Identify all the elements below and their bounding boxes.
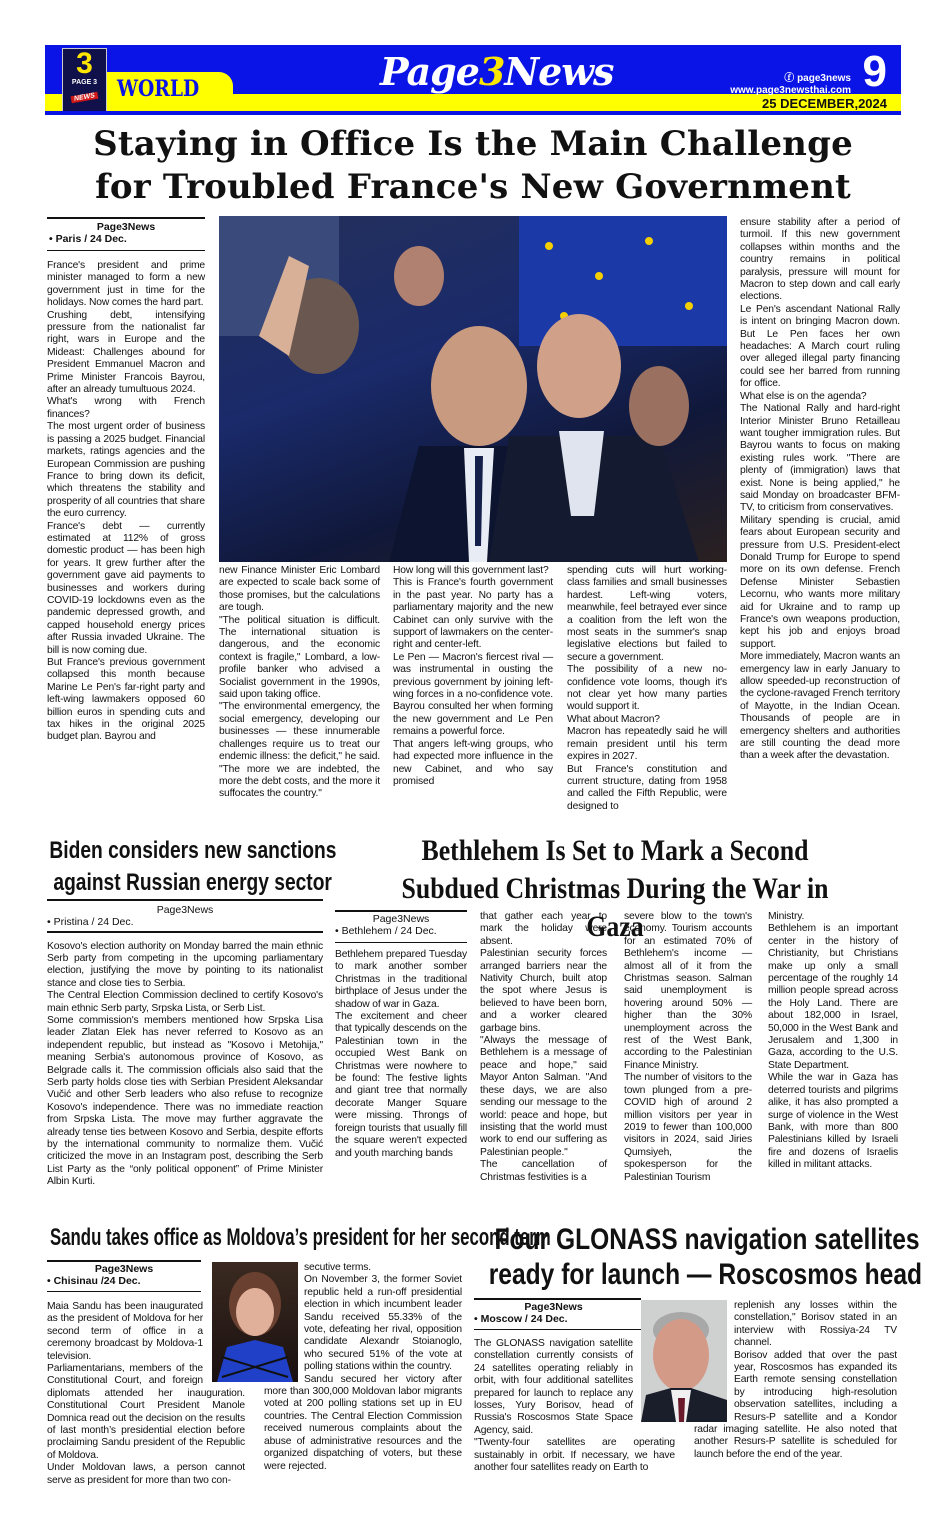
byline-source: Page3News: [96, 221, 156, 233]
byline-location: • Paris / 24 Dec.: [49, 233, 127, 245]
masthead-banner: [45, 45, 901, 115]
biden-headline: Biden considers new sanctions against Russian energy sector: [49, 837, 337, 896]
biden-article: [47, 835, 337, 1189]
paragraph: spending cuts will hurt working-class families and small businesses hardest. Left-wing voters, meanwhile, feel betrayed ever since a coalition from the left won the most seats in the summer's snap legislative elections but failed to secure a government.: [567, 565, 727, 663]
paragraph: Under Moldovan laws, a person cannot serve as president for more than two con-: [47, 1462, 245, 1486]
glonass-headline: Four GLONASS navigation satellites ready for launch — Roscosmos head: [488, 1223, 923, 1291]
paragraph: The cancellation of Christmas festivities is a: [480, 1159, 607, 1183]
main-article-column-4: [567, 565, 727, 813]
paragraph: The most urgent order of business is passing a 2025 budget. Financial markets, ratings agencies and the European Commission are pushing France to bring down its deficit, which threatens the stability and prosperity of all countries that share the euro currency.: [47, 421, 205, 520]
paragraph: Bethlehem is an important center in the history of Christianity, but Christians make up only a small percentage of the roughly 14 million people spread across the Holy Land. There are about 182,000 in Israel, 50,000 in the West Bank and Jerusalem and 1,300 in Gaza, according to the U.S. State Department.: [768, 923, 898, 1071]
bethlehem-column-3: [624, 911, 752, 1184]
paragraph: Palestinian security forces arranged barriers near the Nativity Church, built atop the spot where Jesus is believed to have been born, and a worker cleared garbage bins.: [480, 948, 607, 1034]
paragraph: Military spending is crucial, amid fears about European security and pressure from U.S. President-elect Donald Trump for Europe to spend more on its own defense. French Defense Minister Sebastien Lecornu, who wants more military aid for Ukraine and to ramp up France's own weapons production, kept his job and enjoys broad support.: [740, 514, 900, 650]
bethlehem-column-2: [480, 911, 607, 1184]
paragraph: But France's constitution and current structure, dating from 1958 and called the Fifth Republic, were designed to: [567, 763, 727, 812]
paragraph: What about Macron?: [567, 713, 660, 725]
main-article-column-5: [740, 217, 900, 763]
paragraph: ensure stability after a period of turmoil. If this new government collapses within months and the country remains in political paralysis, pressure will mount for Macron to step down and call early elections.: [740, 217, 900, 303]
logo-badge: NEWS: [71, 92, 99, 104]
byline-location: • Bethlehem / 24 Dec.: [335, 925, 437, 937]
paragraph: Macron has repeatedly said he will remain president until his term expires in 2027.: [567, 726, 727, 763]
photo-illustration: [219, 216, 727, 562]
paragraph: This is France's fourth government in the past year. No party has a parliamentary majority and the new Cabinet can only survive with the support of lawmakers on the center-right and center-left.: [393, 577, 553, 651]
paragraph: The possibility of a new no-confidence vote looms, though it's not clear yet how many parties would support it.: [567, 664, 727, 713]
byline-source: Page3News: [524, 1301, 583, 1313]
main-article-column-1: [47, 217, 205, 744]
article-text: [47, 941, 323, 1189]
paragraph: But France's previous government collapsed this month because Marine Le Pen's far-right party and left-wing lawmakers opposed 60 billion euros in spending cuts and tax hikes in the original 2025 budget plan. Bayrou and: [47, 657, 205, 743]
glonass-column-1: [474, 1298, 675, 1474]
article-text: [47, 260, 205, 744]
paragraph: That angers left-wing groups, who had expected more influence in the new Cabinet, and who say promised: [393, 738, 553, 787]
paragraph: On November 3, the former Soviet republic held a run-off presidential election in which incumbent leader Sandu received 55.33% of the vote, defeating her rival, opposition candidate Alexandr Stoianoglo, who secured 51% of the vote at polling stations within the country.: [304, 1274, 462, 1373]
glonass-column-2: [694, 1300, 897, 1461]
main-headline: Staying in Office Is the Main Challenge for Troubled France's New Government: [93, 124, 853, 207]
masthead-rule: [45, 111, 901, 115]
paragraph: "The environmental emergency, the social emergency, developing our businesses — these innumerable challenges require us to treat our endemic illness: the deficit," he said. "The more we are indebted, the more the debt costs, and the more it suffocates the country.": [219, 701, 380, 800]
paragraph: Bethlehem prepared Tuesday to mark another somber Christmas in the traditional birthplace of Jesus under the shadow of war in Gaza.: [335, 949, 467, 1010]
paragraph: "Always the message of Bethlehem is a message of peace and hope," said Mayor Anton Salman. "And these days, we are also sending our message to the world: peace and hope, but insisting that the world must work to end our suffering as Palestinian people.": [480, 1035, 607, 1158]
paragraph: "The political situation is difficult. The international situation is dangerous, and the economic context is fragile," Lombard, a low-profile banker who advised a Socialist government in the 1990s, said upon taking office.: [219, 614, 380, 701]
main-article-column-2: [219, 565, 380, 801]
paragraph: How long will this government last?: [393, 565, 549, 576]
facebook-handle: ⓕ page3news: [784, 73, 851, 84]
paragraph: The excitement and cheer that typically descends on the Palestinian town in the occupied West Bank on Christmas were nowhere to be found: The festive lights and giant tree that normally decorate Manger Square were missing. Throngs of foreign tourists that usually fill the square weren't expected and youth marching bands: [335, 1011, 467, 1159]
paragraph: Le Pen — Macron's fiercest rival — was instrumental in ousting the previous government by joining left-wing forces in a no-confidence vote. Bayrou consulted her when forming the new government and Le Pen remains a powerful force.: [393, 651, 553, 738]
paragraph: Maia Sandu has been inaugurated as the president of Moldova for her second term of office in a ceremony broadcast by Moldova-1 television.: [47, 1301, 203, 1362]
paragraph: What's wrong with French finances?: [47, 396, 205, 420]
paragraph: Sandu secured her victory after more than 300,000 Moldovan labor migrants voted at 200 polling stations set up in EU countries. The Central Election Commission received numerous complaints about the abuse of administrative resources and the organized dispatching of voters, but these were rejected.: [264, 1373, 462, 1472]
byline-location: • Pristina / 24 Dec.: [47, 916, 134, 928]
bethlehem-column-4: [768, 911, 898, 1172]
paragraph: Crushing debt, intensifying pressure from the nationalist far right, wars in Europe and the Mideast: Challenges abound for President Emmanuel Macron and Prime Minister Francois Bayrou, after an already tumultuous 2024.: [47, 309, 205, 396]
section-label: WORLD: [117, 76, 200, 102]
paragraph: Le Pen's ascendant National Rally is intent on bringing Macron down. But Le Pen faces her own headaches: A March court ruling over alleged illegal party financing could see her barred from running for office.: [740, 303, 900, 390]
paragraph: Kosovo's election authority on Monday barred the main ethnic Serb party from competing in the upcoming parliamentary election, justifying the move by pointing to its nationalist stance and close ties to Serbia.: [47, 940, 323, 989]
paragraph: Ministry.: [768, 911, 805, 922]
byline-source: Page3News: [156, 904, 214, 916]
paragraph: severe blow to the town's economy. Tourism accounts for an estimated 70% of Bethlehem's income — almost all of it from the Christmas season. Salman said unemployment is hovering around 50% — higher than the 30% unemployment across the rest of the West Bank, according to the Palestinian Finance Ministry.: [624, 911, 752, 1071]
paragraph: "Twenty-four satellites are operating sustainably in orbit. If necessary, we have another four satellites ready on Earth to: [474, 1437, 675, 1474]
sandu-headline: Sandu takes office as Moldova’s president for her second term: [50, 1224, 551, 1251]
paragraph: France's president and prime minister managed to form a new government just in time for the holidays. Now comes the hard part.: [47, 260, 205, 309]
byline: [47, 1260, 201, 1292]
byline-source: Page3News: [94, 1263, 154, 1275]
byline-location: • Chisinau /24 Dec.: [47, 1275, 141, 1287]
byline: [47, 901, 323, 931]
website-url: www.page3newsthai.com: [730, 85, 851, 96]
issue-date: 25 DECEMBER,2024: [762, 96, 887, 111]
logo-text: PAGE 3: [71, 79, 98, 86]
byline: [47, 217, 205, 251]
paragraph: secutive terms.: [304, 1262, 371, 1273]
macron-bayrou-photo: [219, 216, 727, 562]
article-text: [335, 949, 467, 1160]
byline-location: • Moscow / 24 Dec.: [474, 1313, 568, 1325]
paragraph: The National Rally and hard-right Interior Minister Bruno Retailleau want tougher immigration rules. But Bayrou wants to focus on making existing rules work. "There are plenty of (immigration) laws that exist. None is being applied," he said Monday on broadcaster BFM-TV, to criticism from conservatives.: [740, 403, 900, 514]
paragraph: What else is on the agenda?: [740, 390, 867, 402]
paragraph: France's debt — currently estimated at 112% of gross domestic product — has been high for years. It grew further after the government gave aid payments to businesses and workers during COVID-19 lockdowns even as the pandemic depressed growth, and capped household energy prices after Russia invaded Ukraine. The bill is now coming due.: [47, 520, 205, 656]
sandu-column-2: [264, 1262, 462, 1473]
paragraph: new Finance Minister Eric Lombard are expected to scale back some of those promises, but the calculations are tough.: [219, 565, 380, 614]
paragraph: that gather each year to mark the holiday were absent.: [480, 911, 607, 947]
byline: [335, 910, 467, 943]
page3-logo: [62, 48, 107, 114]
paragraph: While the war in Gaza has deterred tourists and pilgrims alike, it has also prompted a surge of violence in the West Bank, with more than 800 Palestinians killed by Israeli fire and dozens of Israelis killed in militant attacks.: [768, 1072, 898, 1171]
paragraph: More immediately, Macron wants an emergency law in early January to allow speeded-up reconstruction of the cyclone-ravaged French territory of Mayotte, in the Indian Ocean. Thousands of people are in emergency shelters and authorities are still counting the dead more than a week after the devastation.: [740, 651, 900, 762]
bethlehem-column-1: [335, 910, 467, 1160]
bethlehem-headline: Bethlehem Is Set to Mark a Second Subdued Christmas During the War in Gaza: [401, 834, 829, 943]
paragraph: replenish any losses within the constellation," Borisov stated in an interview with Rossiya-24 TV channel.: [734, 1300, 897, 1349]
byline: [474, 1298, 641, 1330]
sandu-column-1: [47, 1260, 245, 1487]
masthead-title: Page3News: [380, 49, 614, 94]
main-article-column-3: [393, 565, 553, 788]
facebook-icon: ⓕ: [784, 73, 798, 84]
byline-source: Page3News: [372, 913, 430, 925]
paragraph: Some commission's members mentioned how Srpska Lisa leader Zlatan Elek has never referred to Kosovo as an independent republic, but instead as "Kosovo i Metohija," meaning Serbia's autonomous province of Kosovo, as Belgrade calls it. The commission officials also said that the Serb party holds close ties with Serbian President Aleksandar Vučić and other Serb leaders who also refuse to recognize Kosovo's independence. There was no immediate reaction from Srpska Lista. The move may further aggravate the already tense ties between Kosovo and Serbia, despite efforts by the international community to normalize them. Vučić criticized the move in an Instagram post, describing the Serb List Party as the “only political opponent” of Prime Minister Albin Kurti.: [47, 1014, 323, 1188]
paragraph: The GLONASS navigation satellite constellation currently consists of 24 satellites operating reliably in orbit, with four additional satellites prepared for launch to replace any losses, Yury Borisov, head of Russia's Roscosmos State Space Agency, said.: [474, 1338, 633, 1436]
paragraph: The Central Election Commission declined to certify Kosovo's main ethnic Serb party, Srpska Lista, or Serb List.: [47, 990, 323, 1014]
paragraph: Borisov added that over the past year, Roscosmos has expanded its Earth remote sensing constellation by introducing high-resolution observation satellites, including a Resurs-P satellite and a Kondor radar imaging satellite. He also noted that another Resurs-P satellite is scheduled for launch before the end of the year.: [694, 1349, 897, 1460]
page-number: 9: [862, 47, 887, 96]
paragraph: Parliamentarians, members of the Constitutional Court, and foreign diplomats attended her inauguration. Constitutional Court President Manole Domnica read out the decision on the results of last month’s presidential election before proclaiming Sandu president of the Republic of Moldova.: [47, 1363, 245, 1461]
paragraph: The number of visitors to the town plunged from a pre-COVID high of around 2 million visitors per year in 2019 to fewer than 100,000 visitors in 2024, said Jiries Qumsiyeh, the spokesperson for the Palestinian Tourism: [624, 1072, 752, 1183]
logo-number: 3: [76, 47, 93, 80]
